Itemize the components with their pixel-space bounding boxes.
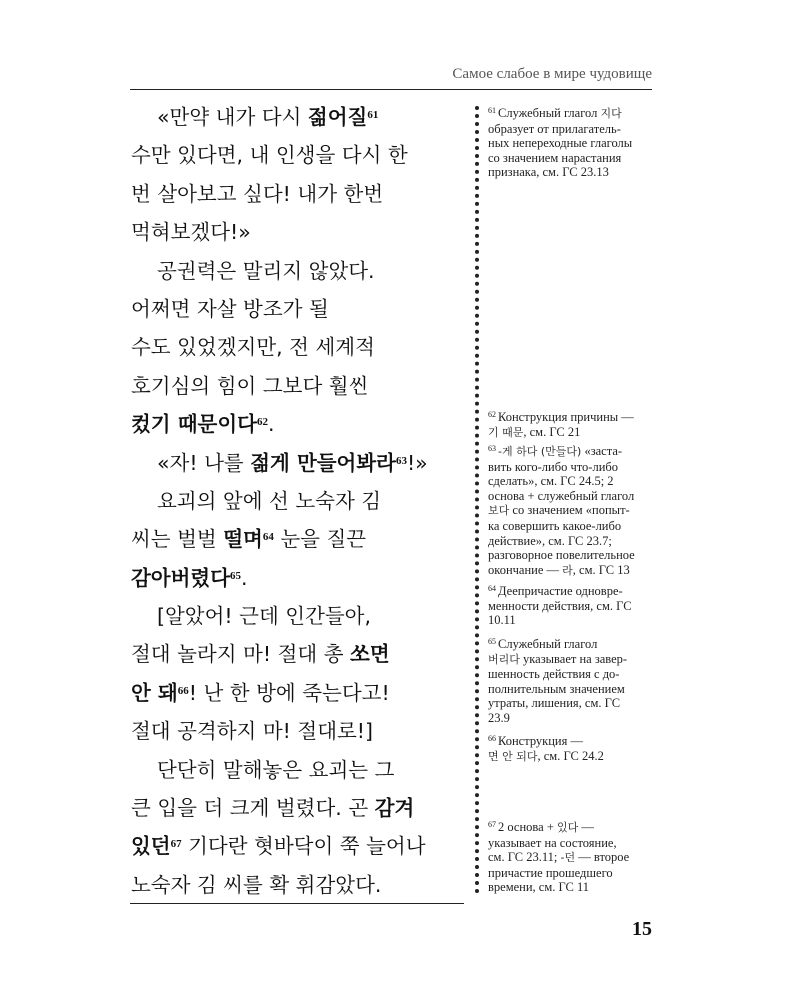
footnote-text: указывает на завер-: [519, 651, 628, 666]
footnote-text: сделать», см. ГС 24.5; 2: [488, 474, 614, 489]
footnote-text: , см. ГС 13: [572, 562, 630, 577]
footnote-ref: 67: [170, 838, 182, 851]
korean-term: -던: [560, 851, 576, 865]
footnote-line: [488, 122, 656, 137]
text-line: [131, 213, 467, 251]
bold-phrase: 안 돼: [131, 680, 178, 705]
footnote-line: [488, 548, 656, 563]
text-line: [131, 482, 467, 520]
footnote-line: [488, 734, 656, 749]
korean-term: -게 하다 (만들다): [498, 445, 582, 458]
text-run: 먹혀보겠다!»: [131, 220, 251, 245]
korean-term: 보다: [488, 504, 510, 518]
page-number: 15: [632, 918, 652, 940]
text-run: 요괴의 앞에 선 노숙자 김: [157, 488, 382, 513]
text-run: 눈을 질끈: [273, 527, 367, 552]
bold-phrase: 젊게 만들어봐라: [250, 450, 396, 475]
footnote-66: [488, 734, 656, 764]
footnote-line: [488, 696, 656, 711]
text-line: [131, 674, 467, 712]
footnote-ref: 62: [256, 416, 268, 429]
footnote-text: вить кого-либо что-либо: [488, 459, 618, 474]
text-run: 수도 있었겠지만, 전 세계적: [131, 335, 375, 360]
main-text: [131, 98, 467, 904]
korean-term: 라: [562, 563, 573, 577]
text-run: 절대 놀라지 마! 절대 총: [131, 642, 351, 667]
bold-phrase: 감아버렸다: [131, 565, 231, 590]
korean-term: 기 때문: [488, 425, 524, 439]
footnote-text: полнительным значением: [488, 681, 625, 696]
footnote-ref: 61: [367, 109, 379, 121]
text-run: 씨는 벌벌: [131, 527, 224, 552]
footnote-65: [488, 637, 656, 726]
footnote-line: [488, 489, 656, 504]
text-line: [131, 751, 467, 789]
footnote-line: [488, 711, 656, 726]
footnote-line: [488, 613, 656, 628]
footnote-line: [488, 136, 656, 151]
footnote-number: 63: [488, 444, 496, 453]
footnote-text: — второе: [575, 850, 630, 865]
footnote-line: [488, 410, 656, 425]
footnote-ref: 64: [262, 531, 274, 544]
footnote-line: [488, 599, 656, 614]
text-run: .: [241, 565, 248, 590]
footnote-text: менности действия, см. ГС: [488, 598, 632, 613]
footnote-line: [488, 836, 656, 851]
footnote-text: образует от прилагатель-: [488, 121, 621, 136]
footnote-line: [488, 820, 656, 836]
footnote-67: [488, 820, 656, 895]
footnote-line: [488, 519, 656, 534]
footnote-text: утраты, лишения, см. ГС: [488, 696, 621, 711]
bold-phrase: 감겨: [374, 796, 415, 821]
text-line: [131, 827, 467, 865]
korean-term: 지다: [600, 107, 622, 120]
text-run: 호기심의 힘이 그보다 훨씬: [131, 373, 369, 398]
footnote-text: причастие прошедшего: [488, 865, 613, 880]
text-line: [131, 866, 467, 904]
bold-phrase: 떨며: [223, 527, 263, 552]
footnote-61: [488, 106, 656, 180]
text-line: [131, 290, 467, 328]
text-line: [131, 252, 467, 290]
footnote-62: [488, 410, 656, 440]
footnote-line: [488, 474, 656, 489]
footnote-line: [488, 425, 656, 441]
footnote-line: [488, 667, 656, 682]
footnote-line: [488, 563, 656, 579]
footnote-text: шенность действия с до-: [488, 667, 620, 682]
footnote-number: 66: [488, 734, 496, 743]
bold-phrase: 있던: [131, 834, 171, 859]
footnote-line: [488, 866, 656, 881]
text-run: 공권력은 말리지 않았다.: [157, 258, 375, 283]
footnote-number: 65: [488, 637, 496, 646]
footnote-line: [488, 652, 656, 668]
dotted-separator: [475, 106, 479, 894]
footnote-text: разговорное повелительное: [488, 548, 635, 563]
footnote-line: [488, 460, 656, 475]
footnote-64: [488, 584, 656, 628]
footnote-text: Служебный глагол: [498, 637, 598, 651]
footnote-text: Деепричастие одновре-: [498, 584, 623, 598]
footnote-line: [488, 165, 656, 180]
bottom-rule: [130, 903, 464, 904]
footnote-number: 67: [488, 820, 496, 829]
footnote-line: [488, 534, 656, 549]
footnote-text: указывает на состояние,: [488, 835, 617, 850]
footnote-line: [488, 682, 656, 697]
footnote-text: Служебный глагол: [498, 106, 601, 120]
footnote-text: «заста-: [581, 444, 623, 458]
text-line: [131, 597, 467, 635]
text-line: [131, 405, 467, 443]
footnote-text: действие», см. ГС 23.7;: [488, 533, 612, 548]
korean-term: 면 안 되다: [488, 749, 538, 763]
footnote-number: 61: [488, 106, 496, 115]
footnote-text: 10.11: [488, 613, 516, 628]
header-rule: [130, 89, 652, 90]
text-run: «만약 내가 다시: [157, 105, 308, 129]
running-head: Самое слабое в мире чудовище: [452, 66, 652, 82]
text-line: [131, 520, 467, 558]
text-line: [131, 98, 467, 136]
footnote-text: 23.9: [488, 710, 510, 725]
text-run: 번 살아보고 싶다! 내가 한번: [131, 181, 384, 206]
footnote-text: ка совершить какое-либо: [488, 518, 622, 533]
footnote-line: [488, 850, 656, 866]
footnote-text: 2 основа +: [498, 820, 558, 834]
text-line: [131, 367, 467, 405]
text-run: 노숙자 김 씨를 확 휘감았다.: [131, 872, 382, 897]
text-run: «자! 나를: [157, 450, 251, 475]
text-line: [131, 136, 467, 174]
footnote-text: —: [578, 820, 594, 834]
text-run: ! 난 한 방에 죽는다고!: [188, 680, 390, 705]
footnote-text: ных непереходные глаголы: [488, 136, 633, 151]
footnote-line: [488, 880, 656, 895]
footnote-line: [488, 151, 656, 166]
footnote-text: , см. ГС 24.2: [537, 748, 604, 763]
korean-term: 있다: [557, 821, 579, 834]
text-run: !»: [406, 450, 428, 475]
footnote-ref: 65: [230, 569, 242, 582]
footnote-63: [488, 444, 656, 578]
bold-phrase: 쏘면: [350, 642, 390, 667]
bold-phrase: 컸기 때문이다: [131, 412, 257, 437]
footnote-number: 64: [488, 584, 496, 593]
footnote-text: со значением нарастания: [488, 150, 622, 165]
text-run: 큰 입을 더 크게 벌렸다. 곤: [131, 796, 375, 821]
text-line: [131, 789, 467, 827]
footnote-line: [488, 637, 656, 652]
footnote-text: со значением «попыт-: [509, 503, 630, 518]
footnote-number: 62: [488, 410, 496, 419]
text-run: [알았어! 근데 인간들아,: [157, 604, 371, 629]
footnote-line: [488, 444, 656, 460]
footnote-text: Конструкция —: [498, 734, 583, 748]
footnote-text: Конструкция причины —: [498, 410, 634, 424]
footnote-line: [488, 106, 656, 122]
text-line: [131, 635, 467, 673]
footnote-ref: 66: [177, 684, 189, 697]
text-line: [131, 559, 467, 597]
footnote-line: [488, 503, 656, 519]
text-run: 단단히 말해놓은 요괴는 그: [157, 757, 395, 782]
footnote-text: , см. ГС 21: [523, 424, 581, 439]
footnote-line: [488, 749, 656, 765]
footnote-text: окончание —: [488, 562, 563, 577]
footnote-text: времени, см. ГС 11: [488, 880, 590, 895]
text-run: 절대 공격하지 마! 절대로!]: [131, 719, 374, 744]
footnote-text: признака, см. ГС 23.13: [488, 165, 609, 180]
text-line: [131, 175, 467, 213]
text-run: .: [267, 412, 275, 437]
text-line: [131, 444, 467, 482]
text-line: [131, 328, 467, 366]
text-line: [131, 712, 467, 750]
bold-phrase: 젊어질: [307, 105, 368, 129]
text-run: 수만 있다면, 내 인생을 다시 한: [131, 143, 408, 168]
footnote-line: [488, 584, 656, 599]
text-run: 어쩌면 자살 방조가 될: [131, 296, 329, 321]
footnote-text: основа + служебный глагол: [488, 488, 635, 503]
footnote-text: см. ГС 23.11;: [488, 850, 561, 865]
footnote-ref: 63: [395, 454, 407, 467]
text-run: 기다란 혓바닥이 쭉 늘어나: [181, 834, 426, 859]
korean-term: 버리다: [488, 652, 520, 666]
